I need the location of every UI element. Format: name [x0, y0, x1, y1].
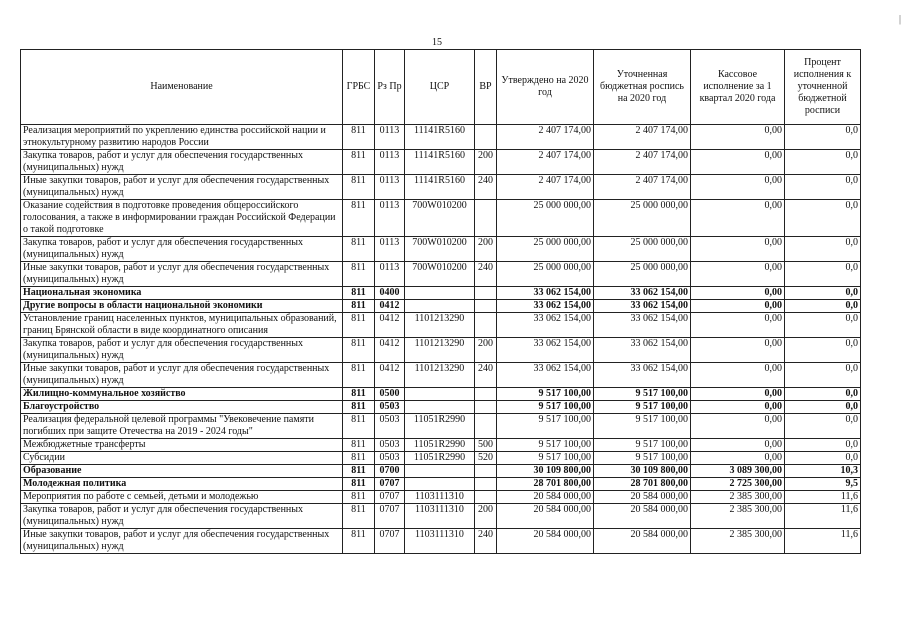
cell-name: Благоустройство [21, 401, 343, 414]
header-cash: Кассовое исполнение за 1 квартал 2020 года [691, 50, 785, 125]
cell-approved: 2 407 174,00 [497, 175, 594, 200]
cell-name: Иные закупки товаров, работ и услуг для обеспечения государственных (муниципальных) нужд [21, 363, 343, 388]
header-refined: Уточненная бюджетная роспись на 2020 год [594, 50, 691, 125]
cell-approved: 25 000 000,00 [497, 237, 594, 262]
cell-csr: 1103111310 [405, 529, 475, 554]
cell-rzpr: 0113 [375, 262, 405, 287]
cell-percent: 0,0 [785, 125, 861, 150]
cell-grbs: 811 [343, 313, 375, 338]
cell-vr [475, 200, 497, 237]
cell-cash: 0,00 [691, 388, 785, 401]
cell-approved: 25 000 000,00 [497, 200, 594, 237]
budget-table [20, 49, 861, 554]
cell-refined: 25 000 000,00 [594, 262, 691, 287]
table-header-row [21, 50, 861, 125]
table-row [21, 200, 861, 237]
cell-cash: 0,00 [691, 125, 785, 150]
cell-cash: 0,00 [691, 414, 785, 439]
cell-approved: 33 062 154,00 [497, 313, 594, 338]
cell-name: Другие вопросы в области национальной экономики [21, 300, 343, 313]
cell-refined: 33 062 154,00 [594, 287, 691, 300]
table-row [21, 401, 861, 414]
cell-cash: 2 385 300,00 [691, 491, 785, 504]
cell-grbs: 811 [343, 465, 375, 478]
cell-csr: 700W010200 [405, 237, 475, 262]
cell-refined: 33 062 154,00 [594, 338, 691, 363]
cell-grbs: 811 [343, 150, 375, 175]
cell-grbs: 811 [343, 491, 375, 504]
cell-vr [475, 313, 497, 338]
cell-vr [475, 287, 497, 300]
cell-csr: 700W010200 [405, 200, 475, 237]
table-row [21, 388, 861, 401]
table-body [21, 125, 861, 554]
table-row [21, 414, 861, 439]
cell-cash: 0,00 [691, 262, 785, 287]
cell-rzpr: 0503 [375, 414, 405, 439]
cell-vr: 200 [475, 237, 497, 262]
cell-refined: 20 584 000,00 [594, 504, 691, 529]
cell-vr: 240 [475, 175, 497, 200]
cell-rzpr: 0412 [375, 363, 405, 388]
cell-name: Закупка товаров, работ и услуг для обеспечения государственных (муниципальных) нужд [21, 504, 343, 529]
cell-cash: 0,00 [691, 338, 785, 363]
cell-rzpr: 0412 [375, 313, 405, 338]
cell-csr: 11141R5160 [405, 125, 475, 150]
table-row [21, 452, 861, 465]
cell-name: Установление границ населенных пунктов, муниципальных образований, границ Брянской области в виде координатного описания [21, 313, 343, 338]
cell-refined: 25 000 000,00 [594, 237, 691, 262]
cell-rzpr: 0113 [375, 200, 405, 237]
cell-rzpr: 0700 [375, 465, 405, 478]
cell-percent: 0,0 [785, 262, 861, 287]
table-row [21, 465, 861, 478]
header-approved: Утверждено на 2020 год [497, 50, 594, 125]
cell-percent: 9,5 [785, 478, 861, 491]
cell-refined: 20 584 000,00 [594, 491, 691, 504]
table-row [21, 363, 861, 388]
cell-rzpr: 0707 [375, 529, 405, 554]
cell-grbs: 811 [343, 338, 375, 363]
cell-approved: 9 517 100,00 [497, 439, 594, 452]
cell-grbs: 811 [343, 401, 375, 414]
cell-csr [405, 300, 475, 313]
cell-refined: 28 701 800,00 [594, 478, 691, 491]
cell-name: Субсидии [21, 452, 343, 465]
cell-rzpr: 0707 [375, 504, 405, 529]
cell-approved: 2 407 174,00 [497, 125, 594, 150]
cell-approved: 20 584 000,00 [497, 491, 594, 504]
cell-percent: 0,0 [785, 363, 861, 388]
cell-cash: 0,00 [691, 150, 785, 175]
cell-grbs: 811 [343, 452, 375, 465]
cell-name: Оказание содействия в подготовке проведения общероссийского голосования, а также в информировании граждан Российской Федерации о такой подготовке [21, 200, 343, 237]
cell-rzpr: 0500 [375, 388, 405, 401]
cell-vr [475, 388, 497, 401]
cell-csr [405, 478, 475, 491]
cell-csr [405, 287, 475, 300]
header-rzpr: Рз Пр [375, 50, 405, 125]
cell-csr: 11051R2990 [405, 414, 475, 439]
cell-csr: 11051R2990 [405, 452, 475, 465]
cell-percent: 11,6 [785, 529, 861, 554]
cell-percent: 0,0 [785, 452, 861, 465]
header-grbs: ГРБС [343, 50, 375, 125]
cell-vr: 240 [475, 363, 497, 388]
cell-csr: 1101213290 [405, 363, 475, 388]
cell-csr: 1103111310 [405, 504, 475, 529]
table-row [21, 338, 861, 363]
cell-name: Жилищно-коммунальное хозяйство [21, 388, 343, 401]
cell-approved: 33 062 154,00 [497, 363, 594, 388]
cell-approved: 33 062 154,00 [497, 300, 594, 313]
cell-name: Иные закупки товаров, работ и услуг для обеспечения государственных (муниципальных) нужд [21, 262, 343, 287]
cell-vr [475, 491, 497, 504]
cell-rzpr: 0503 [375, 439, 405, 452]
cell-vr [475, 125, 497, 150]
table-row [21, 287, 861, 300]
table-row [21, 478, 861, 491]
cell-name: Реализация федеральной целевой программы "Увековечение памяти погибших при защите Отечества на 2019 - 2024 годы" [21, 414, 343, 439]
cell-cash: 0,00 [691, 439, 785, 452]
table-row [21, 175, 861, 200]
table-row [21, 504, 861, 529]
cell-vr [475, 414, 497, 439]
table-row [21, 150, 861, 175]
cell-percent: 0,0 [785, 313, 861, 338]
cell-approved: 9 517 100,00 [497, 388, 594, 401]
cell-csr: 11141R5160 [405, 150, 475, 175]
table-row [21, 262, 861, 287]
cell-refined: 33 062 154,00 [594, 300, 691, 313]
cell-approved: 28 701 800,00 [497, 478, 594, 491]
cell-rzpr: 0113 [375, 150, 405, 175]
cell-grbs: 811 [343, 529, 375, 554]
cell-refined: 9 517 100,00 [594, 452, 691, 465]
table-row [21, 300, 861, 313]
cell-refined: 33 062 154,00 [594, 313, 691, 338]
cell-grbs: 811 [343, 504, 375, 529]
cell-grbs: 811 [343, 388, 375, 401]
cell-refined: 2 407 174,00 [594, 125, 691, 150]
cell-csr: 700W010200 [405, 262, 475, 287]
cell-percent: 0,0 [785, 338, 861, 363]
cell-refined: 20 584 000,00 [594, 529, 691, 554]
cell-vr: 200 [475, 504, 497, 529]
cell-cash: 0,00 [691, 452, 785, 465]
cell-csr: 1101213290 [405, 313, 475, 338]
cell-rzpr: 0412 [375, 338, 405, 363]
cell-name: Молодежная политика [21, 478, 343, 491]
cell-approved: 20 584 000,00 [497, 529, 594, 554]
page-number: 15 [432, 37, 442, 48]
cell-grbs: 811 [343, 414, 375, 439]
cell-name: Реализация мероприятий по укреплению единства российской нации и этнокультурному развитию народов России [21, 125, 343, 150]
cell-name: Мероприятия по работе с семьей, детьми и молодежью [21, 491, 343, 504]
cell-rzpr: 0503 [375, 401, 405, 414]
cell-refined: 9 517 100,00 [594, 401, 691, 414]
cell-cash: 0,00 [691, 237, 785, 262]
cell-percent: 11,6 [785, 504, 861, 529]
cell-grbs: 811 [343, 175, 375, 200]
cell-refined: 9 517 100,00 [594, 414, 691, 439]
cell-vr [475, 300, 497, 313]
cell-refined: 2 407 174,00 [594, 150, 691, 175]
cell-percent: 11,6 [785, 491, 861, 504]
cell-vr: 240 [475, 529, 497, 554]
cell-approved: 33 062 154,00 [497, 338, 594, 363]
cell-cash: 2 725 300,00 [691, 478, 785, 491]
table-row [21, 237, 861, 262]
cell-name: Закупка товаров, работ и услуг для обеспечения государственных (муниципальных) нужд [21, 338, 343, 363]
table-row [21, 313, 861, 338]
cell-rzpr: 0503 [375, 452, 405, 465]
cell-grbs: 811 [343, 262, 375, 287]
cell-csr [405, 388, 475, 401]
cell-rzpr: 0113 [375, 125, 405, 150]
cell-rzpr: 0113 [375, 175, 405, 200]
cell-name: Образование [21, 465, 343, 478]
cell-vr [475, 401, 497, 414]
cell-percent: 0,0 [785, 150, 861, 175]
cell-vr [475, 478, 497, 491]
table-row [21, 439, 861, 452]
corner-mark: | [898, 14, 901, 25]
cell-refined: 9 517 100,00 [594, 439, 691, 452]
cell-cash: 0,00 [691, 363, 785, 388]
table-row [21, 125, 861, 150]
cell-csr: 11051R2990 [405, 439, 475, 452]
cell-name: Закупка товаров, работ и услуг для обеспечения государственных (муниципальных) нужд [21, 150, 343, 175]
cell-percent: 0,0 [785, 439, 861, 452]
cell-vr: 520 [475, 452, 497, 465]
cell-percent: 0,0 [785, 200, 861, 237]
cell-csr [405, 401, 475, 414]
cell-approved: 20 584 000,00 [497, 504, 594, 529]
header-percent: Процент исполнения к уточненной бюджетной росписи [785, 50, 861, 125]
cell-cash: 0,00 [691, 175, 785, 200]
cell-name: Закупка товаров, работ и услуг для обеспечения государственных (муниципальных) нужд [21, 237, 343, 262]
cell-grbs: 811 [343, 125, 375, 150]
cell-cash: 2 385 300,00 [691, 504, 785, 529]
cell-percent: 0,0 [785, 237, 861, 262]
cell-cash: 0,00 [691, 313, 785, 338]
cell-name: Иные закупки товаров, работ и услуг для обеспечения государственных (муниципальных) нужд [21, 529, 343, 554]
cell-name: Межбюджетные трансферты [21, 439, 343, 452]
cell-approved: 25 000 000,00 [497, 262, 594, 287]
cell-grbs: 811 [343, 237, 375, 262]
cell-name: Национальная экономика [21, 287, 343, 300]
cell-refined: 30 109 800,00 [594, 465, 691, 478]
cell-cash: 0,00 [691, 200, 785, 237]
header-name: Наименование [21, 50, 343, 125]
cell-vr: 500 [475, 439, 497, 452]
cell-grbs: 811 [343, 287, 375, 300]
cell-vr: 200 [475, 150, 497, 175]
cell-approved: 9 517 100,00 [497, 414, 594, 439]
cell-percent: 0,0 [785, 388, 861, 401]
cell-grbs: 811 [343, 439, 375, 452]
cell-rzpr: 0412 [375, 300, 405, 313]
cell-csr: 11141R5160 [405, 175, 475, 200]
cell-percent: 10,3 [785, 465, 861, 478]
cell-grbs: 811 [343, 363, 375, 388]
cell-refined: 2 407 174,00 [594, 175, 691, 200]
cell-percent: 0,0 [785, 287, 861, 300]
cell-refined: 9 517 100,00 [594, 388, 691, 401]
cell-percent: 0,0 [785, 414, 861, 439]
cell-cash: 0,00 [691, 300, 785, 313]
cell-vr: 240 [475, 262, 497, 287]
cell-refined: 25 000 000,00 [594, 200, 691, 237]
cell-csr: 1103111310 [405, 491, 475, 504]
cell-cash: 0,00 [691, 287, 785, 300]
cell-cash: 3 089 300,00 [691, 465, 785, 478]
table-row [21, 491, 861, 504]
cell-percent: 0,0 [785, 300, 861, 313]
cell-grbs: 811 [343, 300, 375, 313]
cell-percent: 0,0 [785, 401, 861, 414]
cell-percent: 0,0 [785, 175, 861, 200]
cell-vr [475, 465, 497, 478]
header-csr: ЦСР [405, 50, 475, 125]
cell-rzpr: 0400 [375, 287, 405, 300]
cell-vr: 200 [475, 338, 497, 363]
cell-rzpr: 0113 [375, 237, 405, 262]
cell-grbs: 811 [343, 478, 375, 491]
cell-approved: 30 109 800,00 [497, 465, 594, 478]
cell-rzpr: 0707 [375, 478, 405, 491]
cell-csr [405, 465, 475, 478]
cell-approved: 2 407 174,00 [497, 150, 594, 175]
cell-approved: 9 517 100,00 [497, 401, 594, 414]
cell-cash: 0,00 [691, 401, 785, 414]
table-row [21, 529, 861, 554]
header-vr: ВР [475, 50, 497, 125]
cell-csr: 1101213290 [405, 338, 475, 363]
cell-approved: 9 517 100,00 [497, 452, 594, 465]
cell-refined: 33 062 154,00 [594, 363, 691, 388]
cell-grbs: 811 [343, 200, 375, 237]
cell-name: Иные закупки товаров, работ и услуг для обеспечения государственных (муниципальных) нужд [21, 175, 343, 200]
cell-cash: 2 385 300,00 [691, 529, 785, 554]
cell-rzpr: 0707 [375, 491, 405, 504]
cell-approved: 33 062 154,00 [497, 287, 594, 300]
